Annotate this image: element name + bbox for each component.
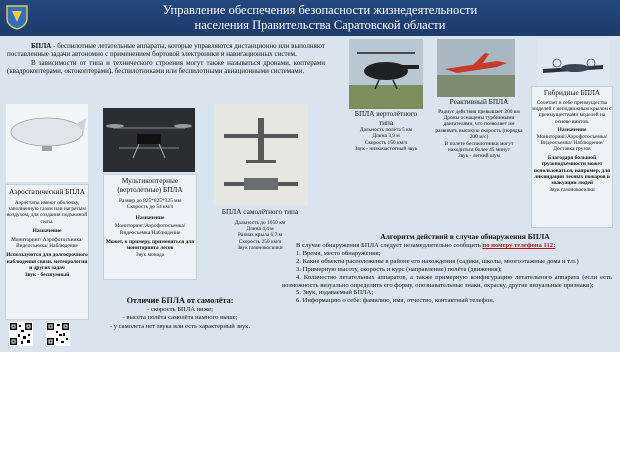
qr-code-icon[interactable] bbox=[9, 322, 33, 346]
helicopter-drone-image bbox=[349, 39, 423, 109]
card-title: Аэростатический БПЛА bbox=[9, 187, 85, 196]
coat-of-arms-icon bbox=[6, 4, 28, 30]
algorithm-title: Алгоритм действий в случае обнаружения БПЛА bbox=[380, 232, 550, 241]
card-hybrid-drone bbox=[531, 86, 613, 228]
jet-drone-image bbox=[437, 39, 515, 97]
difference-list: - скорость БПЛА ниже; - высота полёта самолёта намного выше; - у самолета нет звука или есть характерный звук. bbox=[109, 306, 251, 330]
emergency-phone-link[interactable]: по номеру телефона 112: bbox=[482, 242, 556, 249]
multicopter-drone-image bbox=[103, 108, 195, 172]
card-title: Реактивный БПЛА bbox=[449, 97, 509, 106]
page-title: Управление обеспечения безопасности жизнедеятельности населения Правительства Саратовской области bbox=[162, 3, 478, 32]
card-title: БПЛА вертолётного типа bbox=[354, 109, 418, 127]
card-specs: Радиус действия превышает 200 км Дроны оснащены турбинными двигателями, что позволяет им развивать высокую скорость (порядка 200 м/с) В полете беспилотники могут находиться более 45 минут Звук - легкий шум bbox=[435, 108, 523, 160]
card-title: БПЛА самолётного типа bbox=[221, 207, 299, 216]
qr-code-icon[interactable] bbox=[46, 322, 70, 346]
card-title: Гибридные БПЛА bbox=[543, 88, 601, 97]
intro-text: БПЛА - беспилотные летательные аппараты, которые управляются дистанционно или выполняют поставленные задачи автономно с применением бортовой электроники и навигационных систем. В зависимости от типа и технического строения могут также называться дронами, коптерами (квадрокоптерами, октокоптерами), беспилотниками или беспилотными авиационными системами. bbox=[7, 42, 325, 76]
difference-block bbox=[100, 296, 260, 331]
card-body: Сочетает в себе преимущества моделей с неподвижным крылом с преимуществами моделей на основе винтов. Назначение Мониторинг/Аэрофотосъемка/ Видеосъемка/ Наблюдение/ Доставка грузов Благодаря большой грузоподъемности может использоваться, например, для ликвидации лесных пожаров и эвакуации людей Звук газонокосилки bbox=[532, 99, 612, 193]
card-jet-drone bbox=[433, 98, 525, 190]
card-multicopter-drone bbox=[103, 174, 197, 280]
aerostat-drone-image bbox=[6, 104, 88, 182]
card-specs: Дальность полёта 5 км Длина 3,9 м Скорость 150 км/ч Звук - низкочастотный звук bbox=[354, 127, 418, 153]
plane-drone-image bbox=[214, 104, 308, 206]
card-specs: Дальность до 1050 км Длина 4,4 м Размах крыла 6,7 м Скорость 250 км/ч Звук газонокосилки bbox=[234, 219, 286, 252]
card-helicopter-drone bbox=[347, 110, 425, 162]
algorithm-list: В случае обнаружения БПЛА следует незамедлительно сообщить по номеру телефона 112: 1. Время, место обнаружения; 2. Какие объекты расположены в районе его нахождения (садики, школы, многоэтажные дома и т.п.) 3. Примерную высоту, скорость и курс (направление) полёта (движения); 4. Количество летательных аппаратов, а также примерную конфигурацию летательного аппарата (если есть возможность визуально определить его форму, опознавательные знаки, окраску, другие визуальные признаки); 5. Звук, издаваемый БПЛА; 6. Информацию о себе: фамилию, имя, отчество, контактный телефон. bbox=[282, 242, 612, 305]
card-body: Размер до 825*825*325 мм Скорость до 54 км/ч Назначение Мониторинг/Аэрофотосъемка/ Видеосъемка/Наблюдение Может, к примеру, применяться для мониторинга лесов Звук монада bbox=[105, 198, 195, 258]
card-body: Аэростаты имеют оболочку, заполненную газом или нагретым воздухом, для создания подъемной силы. Назначение Мониторинг/ Аэрофотосъемка/ Видеосъемка/ Наблюдение Используются для долгосрочного наблюдения связи, метеорологии и других задач Звук - бесшумный bbox=[6, 199, 88, 278]
card-title: Мультикоптерные (вертолетные) БПЛА bbox=[117, 176, 183, 194]
header-bar bbox=[0, 0, 620, 36]
difference-title: Отличие БПЛА от самолёта: bbox=[126, 296, 234, 305]
card-aerostat-drone bbox=[5, 184, 89, 320]
